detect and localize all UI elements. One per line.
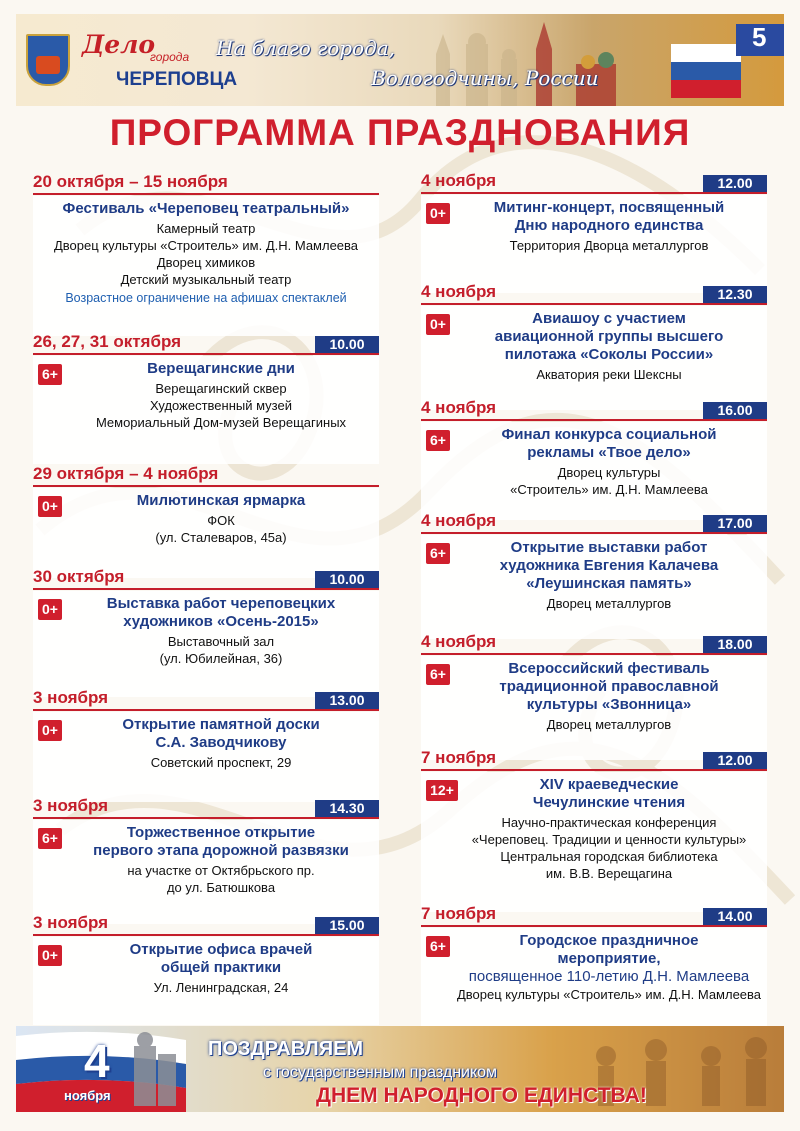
age-rating-badge: 12+	[426, 780, 458, 801]
event-date: 26, 27, 31 октября	[33, 332, 182, 351]
slogan-line2: Вологодчины, России	[371, 66, 599, 90]
event-time-badge: 18.00	[703, 636, 767, 653]
event-place-line: им. В.В. Верещагина	[545, 866, 673, 881]
event-card	[33, 464, 379, 578]
event-time-badge: 10.00	[315, 336, 379, 353]
event-date-underline	[33, 817, 379, 819]
event-place-line: посвященное 110-летию Д.Н. Мамлеева	[468, 968, 750, 985]
footer-banner	[16, 1026, 784, 1112]
age-rating-badge: 0+	[426, 314, 450, 335]
event-title-line: Верещагинские дни	[147, 360, 295, 377]
event-date-underline	[33, 588, 379, 590]
event-place-line: Детский музыкальный театр	[120, 272, 292, 287]
logo-cherepovets: ЧЕРЕПОВЦА	[116, 69, 238, 90]
event-details	[421, 535, 767, 639]
footer-month: ноября	[64, 1088, 111, 1103]
event-time-badge: 15.00	[315, 917, 379, 934]
event-card	[33, 332, 379, 464]
footer-unity-day: ДНЕМ НАРОДНОГО ЕДИНСТВА!	[316, 1084, 647, 1107]
event-title-line: пилотажа «Соколы России»	[504, 346, 714, 363]
event-title-line: Открытие памятной доски	[122, 716, 320, 733]
event-time-badge: 14.30	[315, 800, 379, 817]
event-date-underline	[421, 192, 767, 194]
event-date-underline	[421, 419, 767, 421]
age-rating-badge: 6+	[38, 364, 62, 385]
event-card	[421, 904, 767, 1028]
event-place-line: Дворец культуры	[557, 465, 661, 480]
event-date-underline	[421, 769, 767, 771]
event-place-line: «Строитель» им. Д.Н. Мамлеева	[510, 482, 708, 497]
age-rating-badge: 0+	[38, 496, 62, 517]
event-place-line: Научно-практическая конференция	[501, 815, 717, 830]
event-date: 7 ноября	[421, 748, 497, 767]
event-place-line: (ул. Юбилейная, 36)	[159, 651, 283, 666]
event-place-line: Дворец металлургов	[546, 596, 672, 611]
event-place-line: Художественный музей	[150, 398, 292, 413]
event-details	[33, 820, 379, 924]
footer-holiday-line: с государственным праздником	[263, 1064, 498, 1081]
event-details	[421, 772, 767, 912]
event-date: 20 октября – 15 ноября	[33, 172, 228, 191]
event-time-badge: 12.00	[703, 175, 767, 192]
event-date-underline	[421, 925, 767, 927]
age-rating-badge: 0+	[38, 945, 62, 966]
event-place-line: Территория Дворца металлургов	[509, 238, 709, 253]
age-rating-badge: 6+	[426, 543, 450, 564]
event-title-line: рекламы «Твое дело»	[527, 444, 691, 461]
event-date: 3 ноября	[33, 913, 109, 932]
age-rating-badge: 6+	[426, 664, 450, 685]
event-date: 4 ноября	[421, 398, 497, 417]
event-details	[33, 488, 379, 578]
event-details	[33, 937, 379, 1025]
event-date: 30 октября	[33, 567, 125, 586]
event-card	[421, 632, 767, 760]
logo-delo: Дело	[82, 30, 156, 59]
event-details	[33, 591, 379, 697]
event-time-badge: 16.00	[703, 402, 767, 419]
event-date-underline	[33, 353, 379, 355]
event-details	[421, 656, 767, 760]
event-title-line: общей практики	[160, 959, 282, 976]
event-card	[33, 567, 379, 697]
event-details	[33, 196, 379, 336]
event-note: Возрастное ограничение на афишах спектаклей	[65, 291, 347, 305]
event-date: 4 ноября	[421, 632, 497, 651]
age-rating-badge: 0+	[38, 720, 62, 741]
event-title-line: Авиашоу с участием	[532, 310, 686, 327]
age-rating-badge: 6+	[38, 828, 62, 849]
event-details	[421, 195, 767, 293]
page-title: ПРОГРАММА ПРАЗДНОВАНИЯ	[109, 112, 691, 153]
event-title-line: XIV краеведческие	[539, 776, 679, 793]
event-date: 29 октября – 4 ноября	[33, 464, 219, 483]
event-details	[33, 712, 379, 802]
event-title-line: Митинг-концерт, посвященный	[493, 199, 725, 216]
event-card	[33, 913, 379, 1025]
event-place-line: Дворец культуры «Строитель» им. Д.Н. Мамлеева	[456, 987, 762, 1002]
event-date: 4 ноября	[421, 171, 497, 190]
event-time-badge: 13.00	[315, 692, 379, 709]
event-place-line: Акватория реки Шексны	[536, 367, 682, 382]
event-date-underline	[421, 532, 767, 534]
event-place-line: Советский проспект, 29	[150, 755, 292, 770]
event-date: 7 ноября	[421, 904, 497, 923]
event-title-line: первого этапа дорожной развязки	[93, 842, 349, 859]
age-rating-badge: 0+	[426, 203, 450, 224]
flag-graphic	[671, 44, 741, 98]
event-title-line: Фестиваль «Череповец театральный»	[62, 200, 350, 217]
skyline-illustration	[16, 14, 784, 106]
event-date: 4 ноября	[421, 511, 497, 530]
event-title-line: традиционной православной	[499, 678, 719, 695]
event-title-line: Торжественное открытие	[126, 824, 316, 841]
logo-goroda: города	[150, 50, 190, 64]
event-title-line: Всероссийский фестиваль	[508, 660, 710, 677]
event-date-underline	[33, 934, 379, 936]
event-date-underline	[33, 485, 379, 487]
event-title-line: «Леушинская память»	[526, 575, 692, 592]
event-title-line: Выставка работ череповецких	[106, 595, 336, 612]
event-card	[421, 282, 767, 410]
event-time-badge: 12.30	[703, 286, 767, 303]
event-card	[421, 171, 767, 293]
event-details	[33, 356, 379, 464]
event-title-line: Милютинская ярмарка	[136, 492, 306, 509]
event-place-line: Ул. Ленинградская, 24	[153, 980, 289, 995]
event-card	[33, 172, 379, 336]
event-title-line: Открытие офиса врачей	[129, 941, 313, 958]
event-time-badge: 12.00	[703, 752, 767, 769]
header-badge: 5	[752, 22, 767, 52]
header-banner	[16, 14, 784, 106]
footer-congrats: ПОЗДРАВЛЯЕМ	[208, 1038, 364, 1060]
event-place-line: Дворец культуры «Строитель» им. Д.Н. Мамлеева	[53, 238, 359, 253]
event-time-badge: 17.00	[703, 515, 767, 532]
event-place-line: Дворец химиков	[156, 255, 256, 270]
event-date: 4 ноября	[421, 282, 497, 301]
event-card	[421, 398, 767, 520]
event-place-line: до ул. Батюшкова	[166, 880, 276, 895]
event-card	[33, 688, 379, 802]
event-title-line: Дню народного единства	[514, 217, 704, 234]
city-crest	[26, 34, 70, 86]
event-title-line: авиационной группы высшего	[494, 328, 724, 345]
age-rating-badge: 0+	[38, 599, 62, 620]
event-card	[33, 796, 379, 924]
event-place-line: (ул. Сталеваров, 45а)	[155, 530, 287, 545]
event-place-line: Мемориальный Дом-музей Верещагиных	[95, 415, 347, 430]
event-time-badge: 14.00	[703, 908, 767, 925]
event-place-line: на участке от Октябрьского пр.	[127, 863, 315, 878]
event-title-line: мероприятие,	[557, 950, 661, 967]
event-date-underline	[33, 709, 379, 711]
event-title-line: Чечулинские чтения	[532, 794, 686, 811]
event-time-badge: 10.00	[315, 571, 379, 588]
event-place-line: Выставочный зал	[167, 634, 275, 649]
footer-day-number: 4	[84, 1035, 110, 1087]
event-title-line: художников «Осень-2015»	[123, 613, 319, 630]
age-rating-badge: 6+	[426, 936, 450, 957]
event-title-line: Финал конкурса социальной	[501, 426, 717, 443]
event-title-line: художника Евгения Калачева	[499, 557, 719, 574]
event-place-line: Камерный театр	[156, 221, 256, 236]
event-place-line: «Череповец. Традиции и ценности культуры»	[471, 832, 747, 847]
event-card	[421, 748, 767, 912]
event-date-underline	[421, 303, 767, 305]
age-rating-badge: 6+	[426, 430, 450, 451]
slogan-line1: На благо города,	[216, 36, 396, 60]
event-details	[421, 306, 767, 410]
event-title-line: Открытие выставки работ	[510, 539, 708, 556]
event-date: 3 ноября	[33, 796, 109, 815]
event-place-line: ФОК	[207, 513, 235, 528]
event-title-line: С.А. Заводчикову	[155, 734, 287, 751]
event-details	[421, 422, 767, 520]
event-card	[421, 511, 767, 639]
event-date: 3 ноября	[33, 688, 109, 707]
event-place-line: Центральная городская библиотека	[500, 849, 718, 864]
event-place-line: Верещагинский сквер	[155, 381, 287, 396]
event-date-underline	[421, 653, 767, 655]
event-date-underline	[33, 193, 379, 195]
event-place-line: Дворец металлургов	[546, 717, 672, 732]
event-title-line: культуры «Звонница»	[526, 696, 692, 713]
event-title-line: Городское праздничное	[519, 932, 699, 949]
event-details	[421, 928, 767, 1028]
